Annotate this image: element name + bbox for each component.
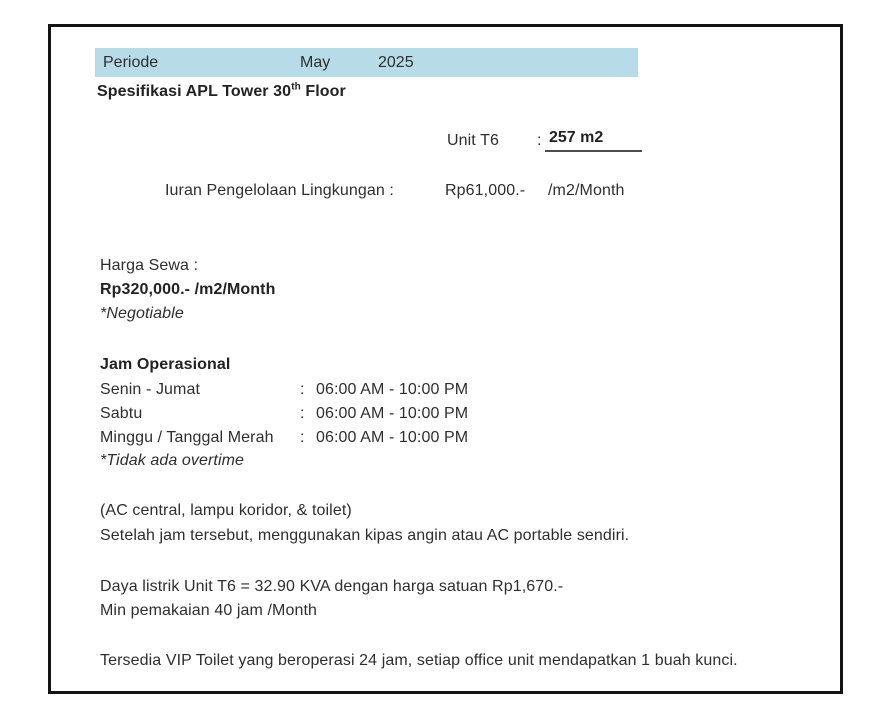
harga-amount: Rp320,000.- /m2/Month <box>100 281 276 298</box>
jam-heading: Jam Operasional <box>100 356 231 373</box>
harga-heading: Harga Sewa : <box>100 257 199 274</box>
document-frame <box>48 24 843 694</box>
document-title <box>97 82 346 102</box>
listrik-line2: Min pemakaian 40 jam /Month <box>100 602 318 619</box>
title-tail: Floor <box>300 83 346 100</box>
iuran-amount: Rp61,000.- <box>445 182 526 199</box>
unit-label: Unit T6 <box>447 132 499 149</box>
ac-line1: (AC central, lampu koridor, & toilet) <box>100 502 352 519</box>
periode-label: Periode <box>103 54 159 71</box>
jam-row-colon: : <box>300 429 305 446</box>
jam-row-time: 06:00 AM - 10:00 PM <box>316 405 469 422</box>
ac-line2: Setelah jam tersebut, menggunakan kipas angin atau AC portable sendiri. <box>100 527 630 544</box>
periode-month: May <box>300 54 331 71</box>
jam-note: *Tidak ada overtime <box>100 452 245 469</box>
jam-row-colon: : <box>300 381 305 398</box>
title-text: Spesifikasi APL Tower 30 <box>97 83 292 100</box>
jam-row-colon: : <box>300 405 305 422</box>
jam-row-time: 06:00 AM - 10:00 PM <box>316 429 469 446</box>
unit-colon: : <box>537 132 542 149</box>
jam-row-label: Senin - Jumat <box>100 381 201 398</box>
harga-note: *Negotiable <box>100 305 184 322</box>
jam-row-label: Minggu / Tanggal Merah <box>100 429 274 446</box>
vip-toilet-note: Tersedia VIP Toilet yang beroperasi 24 jam, setiap office unit mendapatkan 1 buah kunci. <box>100 652 738 669</box>
iuran-per: /m2/Month <box>548 182 625 199</box>
periode-highlight-row <box>95 48 638 77</box>
periode-year: 2025 <box>378 54 414 71</box>
title-superscript: th <box>291 81 301 93</box>
unit-value: 257 m2 <box>545 129 642 152</box>
listrik-line1: Daya listrik Unit T6 = 32.90 KVA dengan harga satuan Rp1,670.- <box>100 578 564 595</box>
iuran-label: Iuran Pengelolaan Lingkungan : <box>165 182 394 199</box>
jam-row-label: Sabtu <box>100 405 143 422</box>
jam-row-time: 06:00 AM - 10:00 PM <box>316 381 469 398</box>
